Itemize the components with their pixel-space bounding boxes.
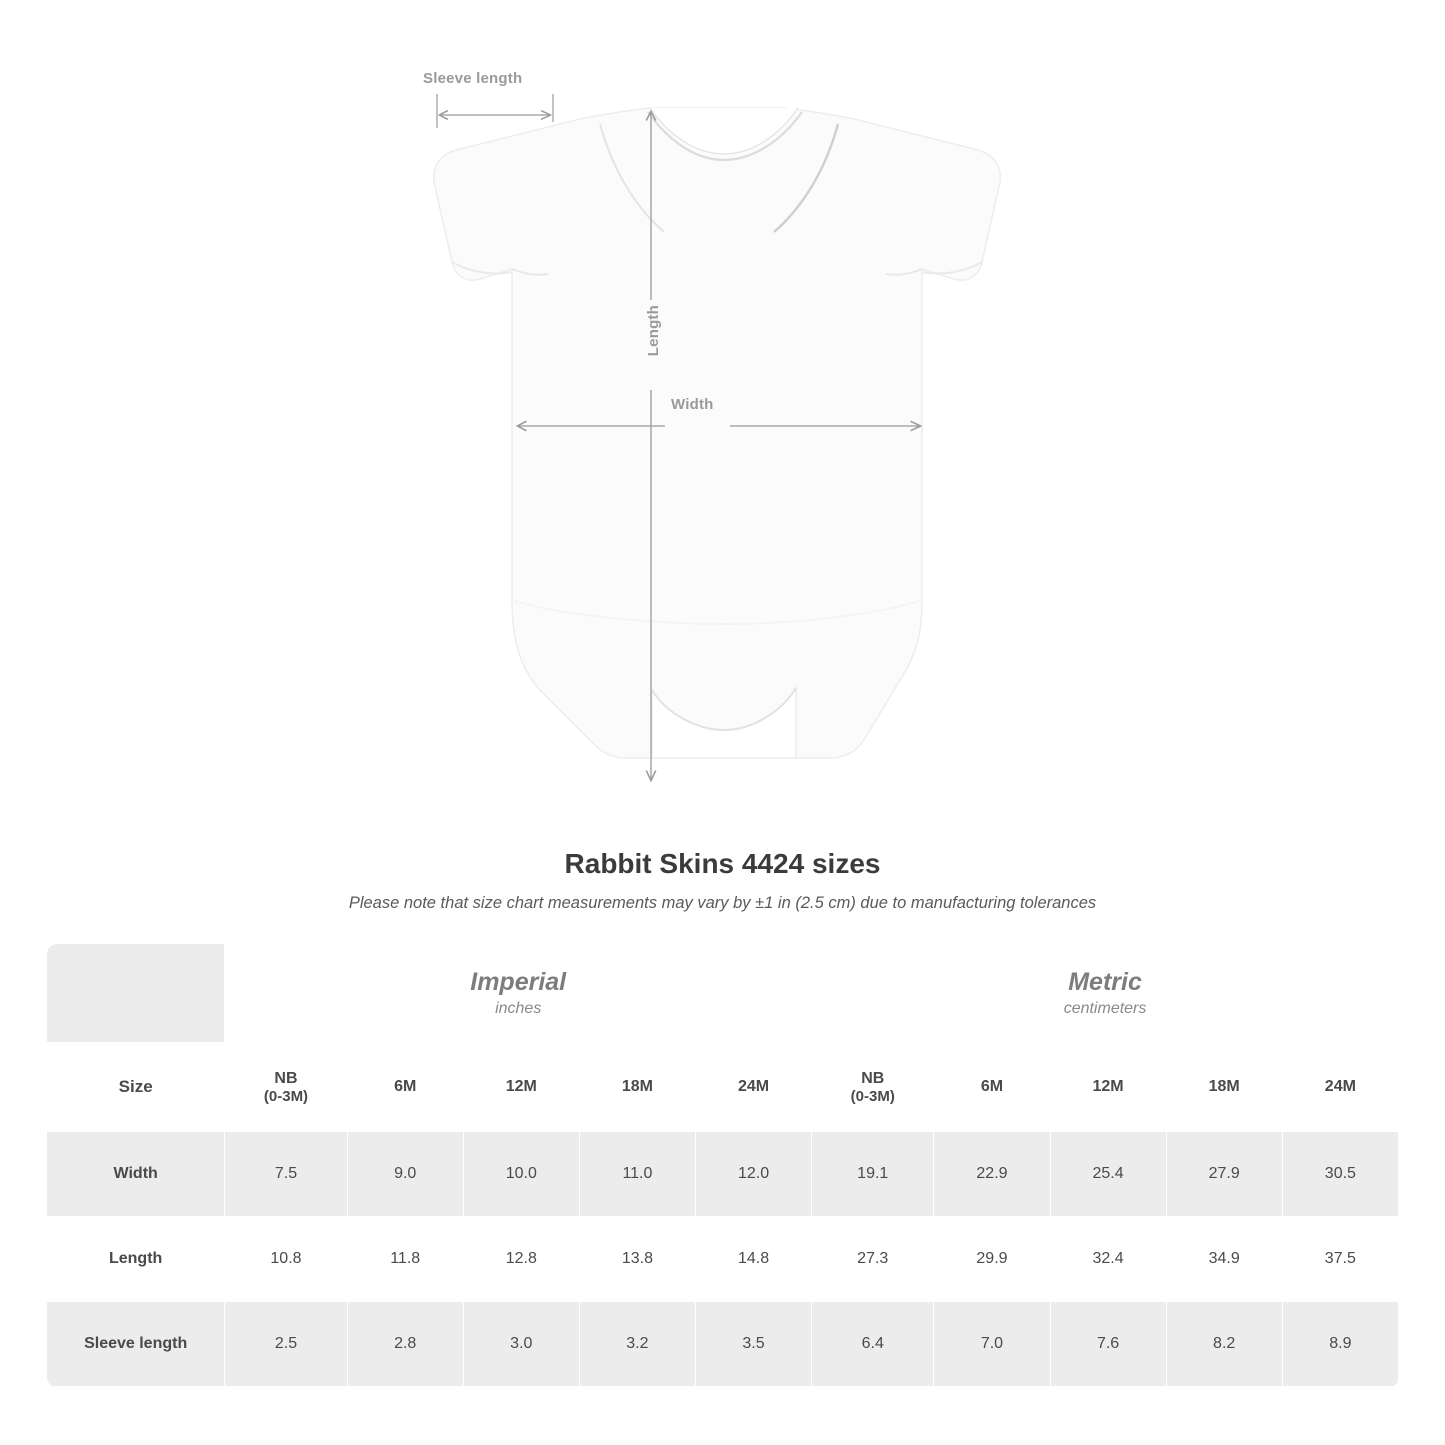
cell-width-6m-in: 9.0 xyxy=(347,1132,463,1217)
tolerance-note: Please note that size chart measurements may vary by ±1 in (2.5 cm) due to manufacturing tolerances xyxy=(348,894,1097,912)
cell-sleeve-12m-cm: 7.6 xyxy=(1050,1302,1166,1387)
cell-length-6m-in: 11.8 xyxy=(347,1217,463,1302)
cell-width-18m-cm: 27.9 xyxy=(1166,1132,1282,1217)
column-header-nb-imperial xyxy=(225,1043,347,1132)
cell-length-nb-in: 10.8 xyxy=(225,1217,347,1302)
cell-sleeve-nb-in: 2.5 xyxy=(225,1302,347,1387)
size-header-row xyxy=(47,1043,1399,1132)
cell-sleeve-6m-cm: 7.0 xyxy=(934,1302,1050,1387)
column-header-sub: (0-3M) xyxy=(850,1087,895,1105)
cell-length-18m-in: 13.8 xyxy=(579,1217,695,1302)
cell-length-6m-cm: 29.9 xyxy=(934,1217,1050,1302)
cell-width-24m-in: 12.0 xyxy=(695,1132,811,1217)
cell-length-24m-in: 14.8 xyxy=(695,1217,811,1302)
length-label: Length xyxy=(645,305,662,357)
unit-row-spacer xyxy=(47,944,225,1043)
cell-width-6m-cm: 22.9 xyxy=(934,1132,1050,1217)
column-header-main: NB xyxy=(274,1069,298,1087)
size-table xyxy=(46,943,1399,1387)
table-row xyxy=(47,1217,1399,1302)
sleeve-dimension-arrow xyxy=(437,94,553,128)
cell-length-nb-cm: 27.3 xyxy=(812,1217,934,1302)
cell-sleeve-18m-cm: 8.2 xyxy=(1166,1302,1282,1387)
column-header-12m-imperial: 12M xyxy=(463,1043,579,1132)
column-header-nb-metric xyxy=(812,1043,934,1132)
cell-sleeve-6m-in: 2.8 xyxy=(347,1302,463,1387)
column-header-6m-metric: 6M xyxy=(934,1043,1050,1132)
cell-width-nb-in: 7.5 xyxy=(225,1132,347,1217)
column-header-18m-metric: 18M xyxy=(1166,1043,1282,1132)
cell-sleeve-18m-in: 3.2 xyxy=(579,1302,695,1387)
column-header-24m-imperial: 24M xyxy=(695,1043,811,1132)
column-header-12m-metric: 12M xyxy=(1050,1043,1166,1132)
column-header-18m-imperial: 18M xyxy=(579,1043,695,1132)
unit-group-metric xyxy=(812,944,1399,1043)
cell-width-12m-cm: 25.4 xyxy=(1050,1132,1166,1217)
unit-imperial-sub: inches xyxy=(495,1000,542,1018)
title-block xyxy=(0,848,1445,913)
column-header-main: NB xyxy=(861,1069,885,1087)
column-header-6m-imperial: 6M xyxy=(347,1043,463,1132)
column-header-sub: (0-3M) xyxy=(263,1087,309,1105)
sleeve-length-label: Sleeve length xyxy=(423,70,523,87)
bodysuit-shape xyxy=(434,108,1001,758)
cell-length-24m-cm: 37.5 xyxy=(1282,1217,1398,1302)
unit-metric-name: Metric xyxy=(1068,967,1142,996)
page-title: Rabbit Skins 4424 sizes xyxy=(564,848,881,879)
row-label-width: Width xyxy=(47,1132,225,1217)
cell-sleeve-24m-cm: 8.9 xyxy=(1282,1302,1398,1387)
cell-width-12m-in: 10.0 xyxy=(463,1132,579,1217)
unit-metric-sub: centimeters xyxy=(1063,1000,1147,1018)
width-label: Width xyxy=(671,396,714,413)
cell-width-18m-in: 11.0 xyxy=(579,1132,695,1217)
cell-sleeve-nb-cm: 6.4 xyxy=(812,1302,934,1387)
column-header-24m-metric: 24M xyxy=(1282,1043,1398,1132)
cell-sleeve-12m-in: 3.0 xyxy=(463,1302,579,1387)
cell-width-24m-cm: 30.5 xyxy=(1282,1132,1398,1217)
table-row xyxy=(47,1302,1399,1387)
row-label-sleeve-length: Sleeve length xyxy=(47,1302,225,1387)
cell-length-18m-cm: 34.9 xyxy=(1166,1217,1282,1302)
cell-length-12m-in: 12.8 xyxy=(463,1217,579,1302)
cell-width-nb-cm: 19.1 xyxy=(812,1132,934,1217)
unit-group-imperial xyxy=(225,944,812,1043)
unit-imperial-name: Imperial xyxy=(470,967,567,996)
table-row xyxy=(47,1132,1399,1217)
size-table-wrapper xyxy=(46,943,1399,1387)
cell-sleeve-24m-in: 3.5 xyxy=(695,1302,811,1387)
cell-length-12m-cm: 32.4 xyxy=(1050,1217,1166,1302)
header-size-label: Size xyxy=(47,1043,225,1132)
row-label-length: Length xyxy=(47,1217,225,1302)
unit-header-row xyxy=(47,944,1399,1043)
